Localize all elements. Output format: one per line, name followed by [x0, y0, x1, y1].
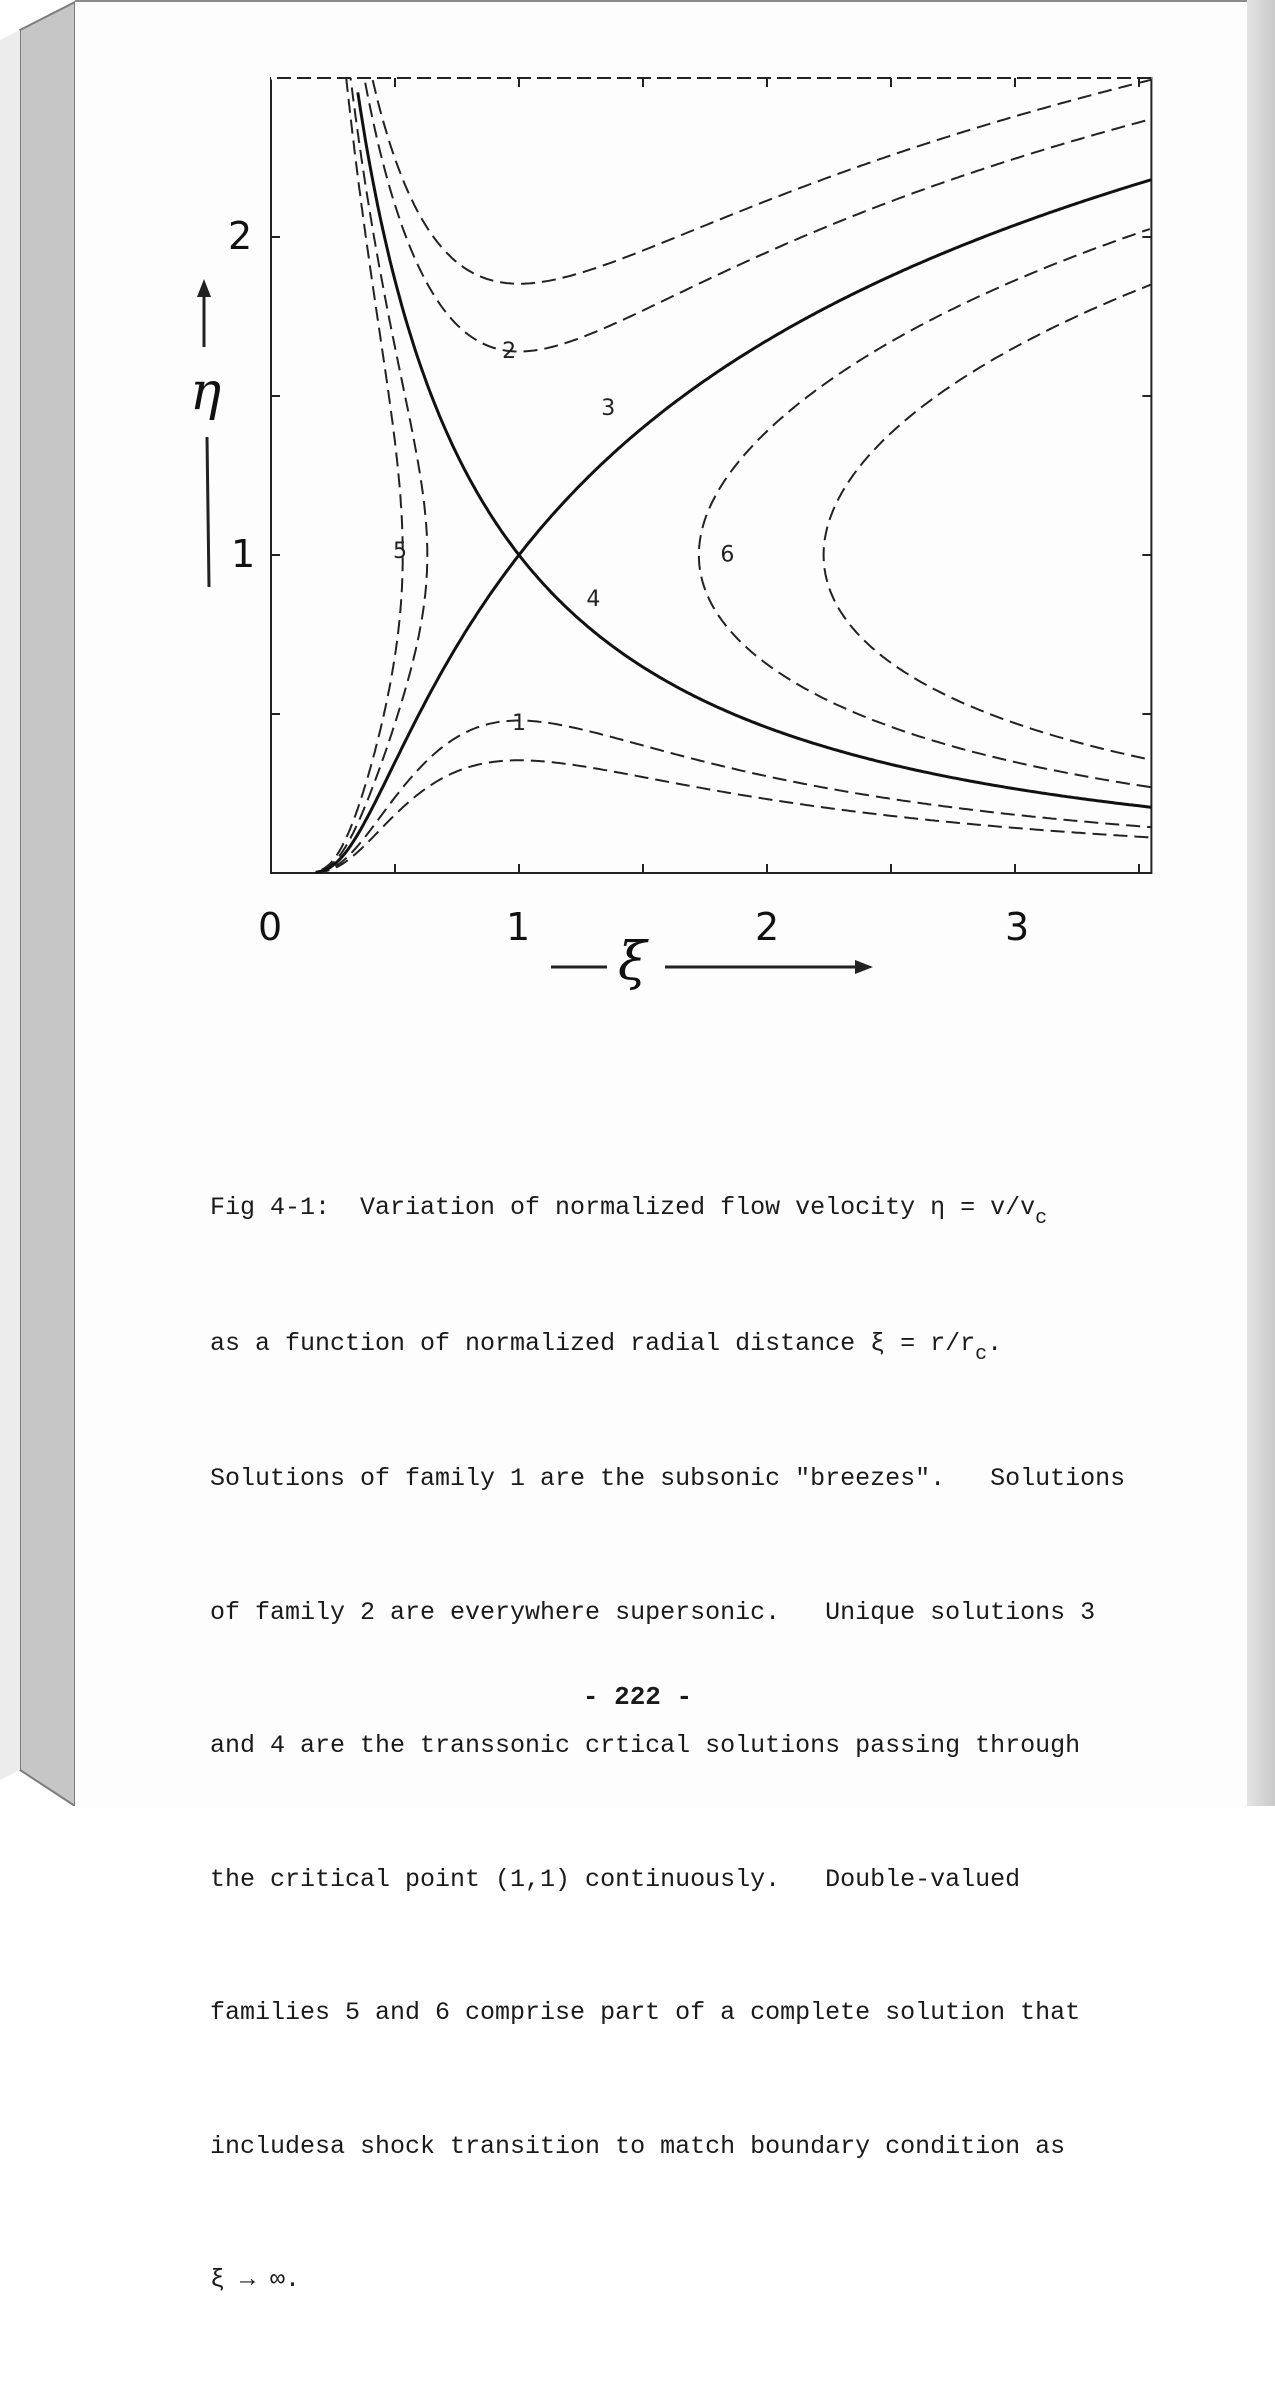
curve-family-2-1: [373, 80, 1152, 284]
caption-line: of family 2 are everywhere supersonic. Unique solutions 3: [210, 1597, 1096, 1627]
caption-line: includesa shock transition to match boundary condition as: [210, 2131, 1066, 2161]
y-tick-label-1: 1: [231, 532, 256, 576]
page: [75, 0, 1247, 2294]
curve-label-4: 4: [586, 586, 601, 612]
book-edge-left: [0, 0, 75, 1806]
caption-line: families 5 and 6 comprise part of a complete solution that: [210, 1998, 1081, 2027]
y-axis-arrowhead: [197, 279, 211, 297]
x-tick-label-2: 2: [755, 905, 780, 949]
x-tick-label-1: 1: [506, 905, 531, 949]
caption-line: as a function of normalized radial distance $\xi = r/r_c$.: [210, 1328, 1003, 1366]
curve-critical-4: [358, 92, 1152, 807]
page-number: - 222 -: [582, 1682, 693, 1712]
figure: [75, 2, 1247, 1012]
y-axis-arrow-lower-stroke: [207, 437, 209, 587]
curve-family-6-0: [699, 229, 1151, 787]
caption-line: and 4 are the transsonic crtical solutions passing through: [210, 1731, 1081, 1760]
caption-line: ξ → ∞.: [210, 2265, 301, 2294]
plot-frame: [271, 78, 1151, 873]
figure-caption: [210, 1097, 1275, 2392]
curve-family-1-0: [316, 721, 1152, 873]
curve-family-5-1: [322, 78, 403, 870]
x-tick-label-0: 0: [258, 905, 283, 949]
x-axis-arrowhead: [855, 960, 873, 974]
curve-family-6-1: [824, 285, 1151, 759]
caption-line: Fig 4-1: Variation of normalized flow velocity $\eta = v/v_c$: [210, 1193, 1048, 1230]
x-axis-symbol: ξ: [618, 932, 647, 992]
x-tick-label-3: 3: [1005, 905, 1030, 949]
curve-label-6: 6: [720, 542, 735, 568]
curve-label-1: 1: [512, 710, 526, 736]
curve-label-3: 3: [601, 396, 616, 422]
caption-line: Solutions of family 1 are the subsonic "breezes". Solutions: [210, 1464, 1126, 1493]
y-axis-symbol: η: [190, 362, 222, 422]
curve-label-5: 5: [392, 539, 407, 565]
caption-line: the critical point (1,1) continuously. Double-valued: [210, 1864, 1021, 1894]
y-tick-label-2: 2: [228, 214, 253, 258]
curve-label-2: 2: [502, 338, 517, 364]
